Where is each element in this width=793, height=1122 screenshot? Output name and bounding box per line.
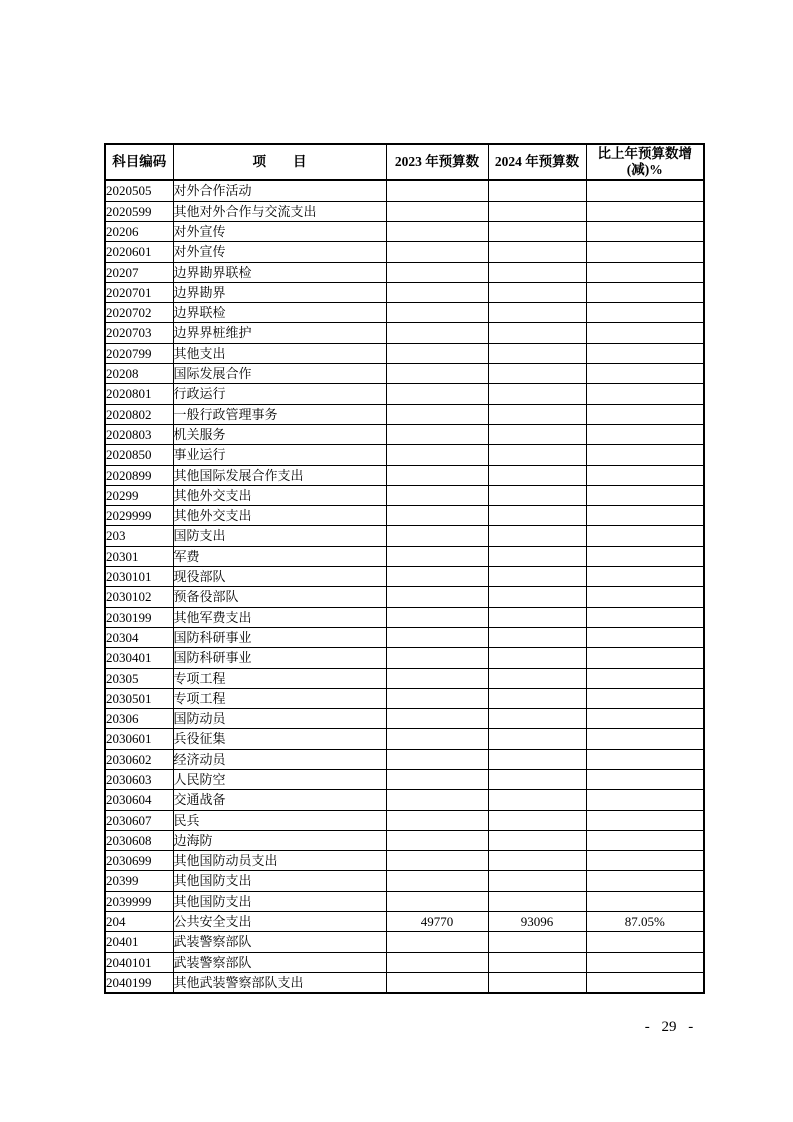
- cell-budget-2024: [488, 769, 586, 789]
- cell-subject-code: 2030102: [105, 587, 173, 607]
- table-row: [105, 404, 704, 424]
- cell-item: 其他国际发展合作支出: [173, 465, 386, 485]
- cell-subject-code: 20301: [105, 546, 173, 566]
- cell-subject-code: 2020899: [105, 465, 173, 485]
- cell-budget-2023: [386, 282, 488, 302]
- table-row: [105, 384, 704, 404]
- cell-subject-code: 204: [105, 912, 173, 932]
- cell-change-percent: [586, 404, 704, 424]
- cell-budget-2023: [386, 648, 488, 668]
- col-header-item: 项 目: [173, 144, 386, 180]
- cell-change-percent: [586, 891, 704, 911]
- cell-budget-2024: [488, 384, 586, 404]
- cell-change-percent: [586, 871, 704, 891]
- cell-budget-2023: [386, 952, 488, 972]
- cell-subject-code: 2020505: [105, 180, 173, 201]
- cell-change-percent: [586, 364, 704, 384]
- table-row: [105, 364, 704, 384]
- table-row: [105, 810, 704, 830]
- table-row: [105, 871, 704, 891]
- cell-budget-2023: [386, 546, 488, 566]
- cell-subject-code: 2020599: [105, 201, 173, 221]
- table-row: [105, 648, 704, 668]
- cell-budget-2024: [488, 709, 586, 729]
- cell-item: 事业运行: [173, 445, 386, 465]
- cell-item: 国防科研事业: [173, 648, 386, 668]
- cell-budget-2023: [386, 364, 488, 384]
- cell-subject-code: 20299: [105, 485, 173, 505]
- cell-budget-2024: [488, 729, 586, 749]
- table-row: [105, 303, 704, 323]
- cell-budget-2023: [386, 485, 488, 505]
- cell-change-percent: [586, 221, 704, 241]
- cell-budget-2023: [386, 729, 488, 749]
- cell-item: 边界勘界: [173, 282, 386, 302]
- cell-budget-2024: [488, 627, 586, 647]
- col-header-subject-code: 科目编码: [105, 144, 173, 180]
- cell-item: 其他对外合作与交流支出: [173, 201, 386, 221]
- cell-budget-2024: [488, 485, 586, 505]
- cell-budget-2024: [488, 465, 586, 485]
- cell-subject-code: 20306: [105, 709, 173, 729]
- cell-item: 现役部队: [173, 567, 386, 587]
- cell-subject-code: 2039999: [105, 891, 173, 911]
- table-row: [105, 729, 704, 749]
- table-row: [105, 749, 704, 769]
- cell-item: 国防支出: [173, 526, 386, 546]
- cell-change-percent: [586, 810, 704, 830]
- cell-budget-2023: [386, 506, 488, 526]
- cell-budget-2023: [386, 891, 488, 911]
- cell-budget-2024: [488, 972, 586, 993]
- cell-subject-code: 20305: [105, 668, 173, 688]
- table-row: [105, 912, 704, 932]
- cell-budget-2023: [386, 404, 488, 424]
- cell-budget-2024: [488, 688, 586, 708]
- cell-budget-2023: [386, 323, 488, 343]
- table-row: [105, 952, 704, 972]
- cell-budget-2024: [488, 221, 586, 241]
- table-row: [105, 932, 704, 952]
- cell-subject-code: 2020601: [105, 242, 173, 262]
- cell-subject-code: 2020850: [105, 445, 173, 465]
- cell-item: 边界界桩维护: [173, 323, 386, 343]
- cell-budget-2023: [386, 668, 488, 688]
- table-row: [105, 688, 704, 708]
- cell-budget-2024: [488, 952, 586, 972]
- cell-budget-2024: [488, 891, 586, 911]
- cell-item: 其他国防支出: [173, 871, 386, 891]
- cell-item: 边界联检: [173, 303, 386, 323]
- cell-budget-2024: [488, 567, 586, 587]
- table-row: [105, 262, 704, 282]
- cell-change-percent: [586, 485, 704, 505]
- cell-budget-2024: [488, 282, 586, 302]
- cell-budget-2023: [386, 790, 488, 810]
- cell-item: 经济动员: [173, 749, 386, 769]
- table-row: [105, 891, 704, 911]
- cell-change-percent: [586, 627, 704, 647]
- cell-item: 对外宣传: [173, 242, 386, 262]
- cell-budget-2024: [488, 180, 586, 201]
- cell-item: 国际发展合作: [173, 364, 386, 384]
- table-row: [105, 201, 704, 221]
- cell-change-percent: [586, 201, 704, 221]
- table-row: [105, 587, 704, 607]
- cell-budget-2024: [488, 404, 586, 424]
- table-row: [105, 445, 704, 465]
- cell-change-percent: [586, 952, 704, 972]
- header-row: [105, 144, 704, 180]
- cell-item: 一般行政管理事务: [173, 404, 386, 424]
- cell-item: 民兵: [173, 810, 386, 830]
- cell-subject-code: 2030604: [105, 790, 173, 810]
- cell-budget-2024: [488, 830, 586, 850]
- cell-budget-2023: [386, 932, 488, 952]
- cell-change-percent: [586, 424, 704, 444]
- cell-change-percent: [586, 282, 704, 302]
- cell-change-percent: [586, 769, 704, 789]
- cell-change-percent: [586, 607, 704, 627]
- table-row: [105, 526, 704, 546]
- cell-subject-code: 2030602: [105, 749, 173, 769]
- cell-change-percent: [586, 729, 704, 749]
- cell-subject-code: 2030601: [105, 729, 173, 749]
- cell-subject-code: 2030101: [105, 567, 173, 587]
- table-row: [105, 465, 704, 485]
- cell-subject-code: 2030699: [105, 851, 173, 871]
- cell-budget-2023: [386, 567, 488, 587]
- cell-budget-2023: [386, 180, 488, 201]
- cell-change-percent: [586, 587, 704, 607]
- cell-subject-code: 2030199: [105, 607, 173, 627]
- cell-budget-2023: [386, 445, 488, 465]
- cell-item: 边海防: [173, 830, 386, 850]
- cell-change-percent: [586, 688, 704, 708]
- cell-change-percent: [586, 830, 704, 850]
- cell-change-percent: [586, 343, 704, 363]
- cell-item: 交通战备: [173, 790, 386, 810]
- cell-budget-2023: [386, 851, 488, 871]
- table-row: [105, 221, 704, 241]
- table-row: [105, 607, 704, 627]
- cell-subject-code: 2020801: [105, 384, 173, 404]
- cell-item: 其他外交支出: [173, 485, 386, 505]
- cell-budget-2024: [488, 648, 586, 668]
- col-header-budget-2023: 2023 年预算数: [386, 144, 488, 180]
- cell-item: 行政运行: [173, 384, 386, 404]
- cell-budget-2024: [488, 749, 586, 769]
- cell-change-percent: [586, 506, 704, 526]
- cell-subject-code: 20401: [105, 932, 173, 952]
- col-header-budget-2024: 2024 年预算数: [488, 144, 586, 180]
- cell-budget-2023: [386, 526, 488, 546]
- cell-subject-code: 2020803: [105, 424, 173, 444]
- table-body: [105, 180, 704, 993]
- cell-subject-code: 20304: [105, 627, 173, 647]
- table-row: [105, 485, 704, 505]
- cell-budget-2023: [386, 627, 488, 647]
- cell-subject-code: 2020703: [105, 323, 173, 343]
- cell-change-percent: [586, 262, 704, 282]
- budget-table: [104, 143, 705, 994]
- cell-change-percent: [586, 648, 704, 668]
- cell-budget-2024: [488, 323, 586, 343]
- table-row: [105, 851, 704, 871]
- table-row: [105, 627, 704, 647]
- table-row: [105, 972, 704, 993]
- cell-budget-2023: [386, 201, 488, 221]
- cell-item: 对外合作活动: [173, 180, 386, 201]
- page-number: - 29 -: [644, 1019, 694, 1035]
- table-row: [105, 567, 704, 587]
- cell-budget-2024: [488, 262, 586, 282]
- cell-change-percent: [586, 465, 704, 485]
- cell-subject-code: 20207: [105, 262, 173, 282]
- cell-budget-2024: [488, 932, 586, 952]
- cell-item: 武装警察部队: [173, 952, 386, 972]
- cell-subject-code: 2020701: [105, 282, 173, 302]
- cell-item: 机关服务: [173, 424, 386, 444]
- cell-subject-code: 2030607: [105, 810, 173, 830]
- cell-budget-2024: [488, 445, 586, 465]
- cell-item: 其他军费支出: [173, 607, 386, 627]
- table-row: [105, 790, 704, 810]
- cell-budget-2024: [488, 364, 586, 384]
- table-row: [105, 424, 704, 444]
- cell-subject-code: 2020799: [105, 343, 173, 363]
- cell-budget-2023: [386, 242, 488, 262]
- cell-budget-2023: [386, 871, 488, 891]
- cell-item: 国防科研事业: [173, 627, 386, 647]
- cell-subject-code: 2030401: [105, 648, 173, 668]
- cell-budget-2024: [488, 506, 586, 526]
- cell-change-percent: [586, 851, 704, 871]
- table-row: [105, 668, 704, 688]
- cell-subject-code: 203: [105, 526, 173, 546]
- cell-subject-code: 2030608: [105, 830, 173, 850]
- cell-budget-2023: [386, 587, 488, 607]
- cell-change-percent: [586, 242, 704, 262]
- cell-subject-code: 2029999: [105, 506, 173, 526]
- cell-change-percent: [586, 445, 704, 465]
- table-row: [105, 769, 704, 789]
- cell-change-percent: [586, 932, 704, 952]
- cell-budget-2024: 93096: [488, 912, 586, 932]
- cell-budget-2023: [386, 343, 488, 363]
- cell-subject-code: 2020802: [105, 404, 173, 424]
- table-row: [105, 180, 704, 201]
- cell-budget-2024: [488, 424, 586, 444]
- cell-budget-2023: [386, 221, 488, 241]
- cell-budget-2024: [488, 546, 586, 566]
- cell-budget-2023: [386, 810, 488, 830]
- cell-budget-2023: [386, 688, 488, 708]
- table-row: [105, 343, 704, 363]
- table-row: [105, 242, 704, 262]
- cell-budget-2024: [488, 607, 586, 627]
- cell-item: 其他国防支出: [173, 891, 386, 911]
- cell-budget-2023: [386, 972, 488, 993]
- cell-budget-2023: [386, 384, 488, 404]
- cell-budget-2024: [488, 851, 586, 871]
- cell-item: 专项工程: [173, 668, 386, 688]
- cell-item: 武装警察部队: [173, 932, 386, 952]
- cell-change-percent: [586, 303, 704, 323]
- cell-change-percent: [586, 567, 704, 587]
- cell-change-percent: [586, 526, 704, 546]
- cell-change-percent: [586, 709, 704, 729]
- col-header-change-percent: 比上年预算数增(减)%: [586, 144, 704, 180]
- cell-change-percent: [586, 323, 704, 343]
- cell-subject-code: 2030501: [105, 688, 173, 708]
- cell-item: 预备役部队: [173, 587, 386, 607]
- cell-change-percent: [586, 546, 704, 566]
- cell-item: 公共安全支出: [173, 912, 386, 932]
- cell-subject-code: 2020702: [105, 303, 173, 323]
- cell-subject-code: 20208: [105, 364, 173, 384]
- budget-table-container: [104, 143, 703, 994]
- cell-subject-code: 2040101: [105, 952, 173, 972]
- table-row: [105, 709, 704, 729]
- cell-subject-code: 20399: [105, 871, 173, 891]
- cell-change-percent: [586, 749, 704, 769]
- cell-change-percent: [586, 384, 704, 404]
- cell-budget-2024: [488, 303, 586, 323]
- cell-budget-2024: [488, 242, 586, 262]
- cell-item: 对外宣传: [173, 221, 386, 241]
- table-row: [105, 506, 704, 526]
- cell-item: 人民防空: [173, 769, 386, 789]
- cell-subject-code: 20206: [105, 221, 173, 241]
- cell-budget-2023: [386, 749, 488, 769]
- cell-change-percent: [586, 790, 704, 810]
- cell-budget-2024: [488, 201, 586, 221]
- cell-item: 其他外交支出: [173, 506, 386, 526]
- cell-budget-2024: [488, 526, 586, 546]
- cell-budget-2023: [386, 607, 488, 627]
- cell-budget-2024: [488, 810, 586, 830]
- cell-budget-2023: [386, 262, 488, 282]
- table-row: [105, 830, 704, 850]
- cell-subject-code: 2030603: [105, 769, 173, 789]
- cell-budget-2023: [386, 830, 488, 850]
- cell-item: 其他武装警察部队支出: [173, 972, 386, 993]
- cell-item: 兵役征集: [173, 729, 386, 749]
- cell-budget-2024: [488, 587, 586, 607]
- cell-item: 军费: [173, 546, 386, 566]
- cell-budget-2023: [386, 465, 488, 485]
- table-row: [105, 282, 704, 302]
- cell-item: 其他支出: [173, 343, 386, 363]
- cell-budget-2024: [488, 790, 586, 810]
- cell-budget-2024: [488, 668, 586, 688]
- cell-budget-2023: [386, 303, 488, 323]
- table-row: [105, 546, 704, 566]
- cell-budget-2023: [386, 709, 488, 729]
- cell-budget-2024: [488, 871, 586, 891]
- cell-change-percent: [586, 180, 704, 201]
- table-row: [105, 323, 704, 343]
- cell-change-percent: [586, 668, 704, 688]
- cell-item: 边界勘界联检: [173, 262, 386, 282]
- cell-budget-2023: [386, 769, 488, 789]
- cell-item: 专项工程: [173, 688, 386, 708]
- cell-budget-2023: 49770: [386, 912, 488, 932]
- cell-change-percent: 87.05%: [586, 912, 704, 932]
- cell-change-percent: [586, 972, 704, 993]
- cell-subject-code: 2040199: [105, 972, 173, 993]
- cell-item: 国防动员: [173, 709, 386, 729]
- cell-budget-2023: [386, 424, 488, 444]
- cell-budget-2024: [488, 343, 586, 363]
- cell-item: 其他国防动员支出: [173, 851, 386, 871]
